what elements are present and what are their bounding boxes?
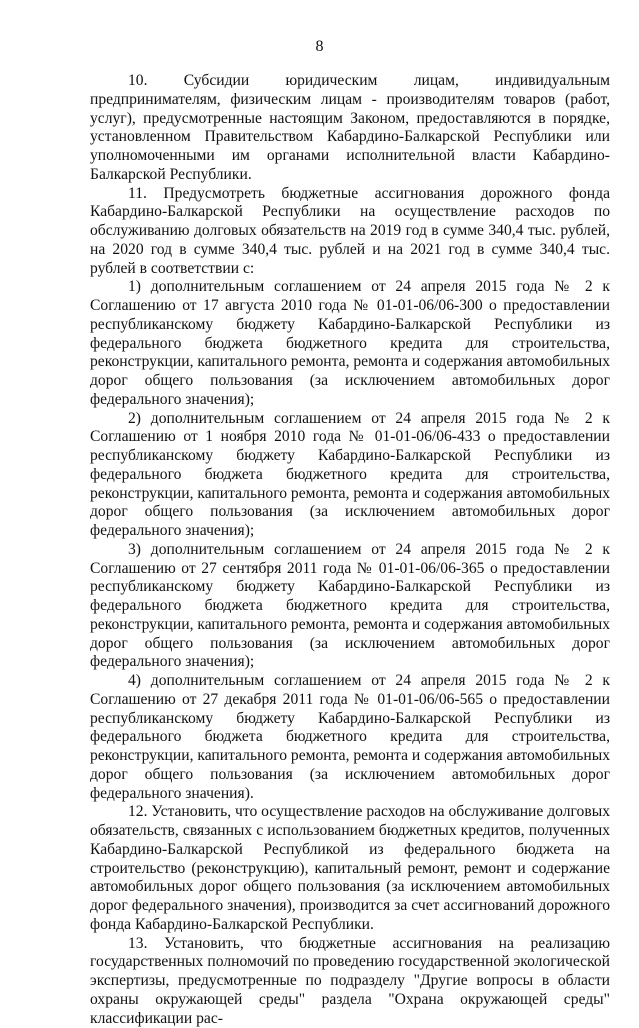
document-body [90,72,610,1028]
paragraph-11-item-1: 1) дополнительным соглашением от 24 апреля 2015 года № 2 к Соглашению от 17 августа 2010 года № 01-01-06/06-300 о предоставлении республиканскому бюджету Кабардино-Балкарской Республики из федерального бюджета бюджетного кредита для строительства, реконструкции, капитального ремонта, ремонта и содержания автомобильных дорог общего пользования (за исключением автомобильных дорог федерального значения); [90,278,610,409]
paragraph-11-item-3: 3) дополнительным соглашением от 24 апреля 2015 года № 2 к Соглашению от 27 сентября 2011 года № 01-01-06/06-365 о предоставлении республиканскому бюджету Кабардино-Балкарской Республики из федерального бюджета бюджетного кредита для строительства, реконструкции, капитального ремонта, ремонта и содержания автомобильных дорог общего пользования (за исключением автомобильных дорог федерального значения); [90,541,610,672]
paragraph-11-item-4: 4) дополнительным соглашением от 24 апреля 2015 года № 2 к Соглашению от 27 декабря 2011 года № 01-01-06/06-565 о предоставлении республиканскому бюджету Кабардино-Балкарской Республики из федерального бюджета бюджетного кредита для строительства, реконструкции, капитального ремонта, ремонта и содержания автомобильных дорог общего пользования (за исключением автомобильных дорог федерального значения). [90,672,610,803]
paragraph-12: 12. Установить, что осуществление расходов на обслуживание долговых обязательств, связанных с использованием бюджетных кредитов, полученных Кабардино-Балкарской Республикой из федерального бюджета на строительство (реконструкцию), капитальный ремонт, ремонт и содержание автомобильных дорог общего пользования (за исключением автомобильных дорог федерального значения), производится за счет ассигнований дорожного фонда Кабардино-Балкарской Республики. [90,803,610,934]
paragraph-11: 11. Предусмотреть бюджетные ассигнования дорожного фонда Кабардино-Балкарской Республики на осуществление расходов по обслуживанию долговых обязательств на 2019 год в сумме 340,4 тыс. рублей, на 2020 год в сумме 340,4 тыс. рублей и на 2021 год в сумме 340,4 тыс. рублей в соответствии с: [90,185,610,279]
page-number: 8 [0,38,639,56]
paragraph-10: 10. Субсидии юридическим лицам, индивидуальным предпринимателям, физическим лицам - производителям товаров (работ, услуг), предусмотренные настоящим Законом, предоставляются в порядке, установленном Правительством Кабардино-Балкарской Республики или уполномоченными им органами исполнительной власти Кабардино-Балкарской Республики. [90,72,610,185]
paragraph-13: 13. Установить, что бюджетные ассигнования на реализацию государственных полномочий по проведению государственной экологической экспертизы, предусмотренные по подразделу "Другие вопросы в области охраны окружающей среды" раздела "Охрана окружающей среды" классификации рас- [90,935,610,1028]
paragraph-11-item-2: 2) дополнительным соглашением от 24 апреля 2015 года № 2 к Соглашению от 1 ноября 2010 года № 01-01-06/06-433 о предоставлении республиканскому бюджету Кабардино-Балкарской Республики из федерального бюджета бюджетного кредита для строительства, реконструкции, капитального ремонта, ремонта и содержания автомобильных дорог общего пользования (за исключением автомобильных дорог федерального значения); [90,410,610,541]
